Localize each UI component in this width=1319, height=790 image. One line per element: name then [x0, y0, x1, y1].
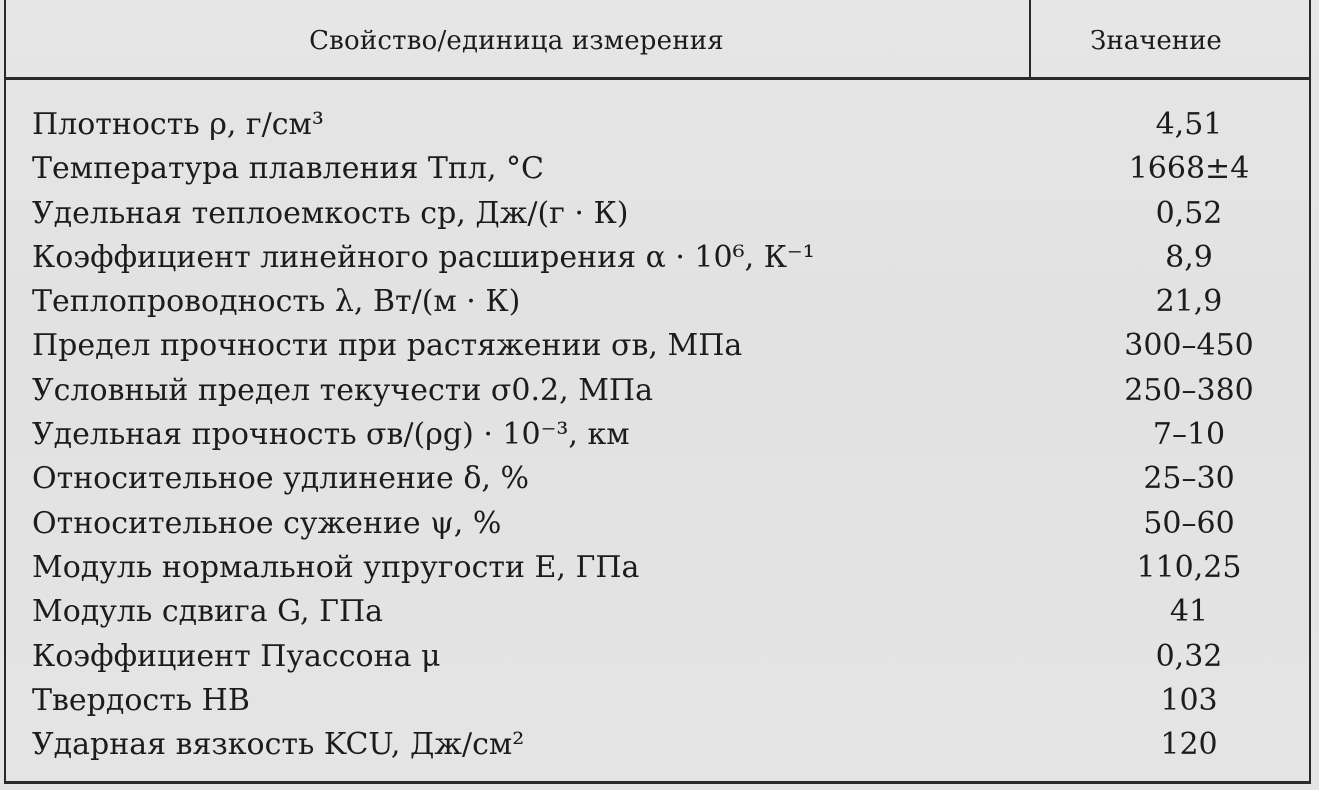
table-row — [4, 457, 1311, 501]
row-property: Удельная теплоемкость cp, Дж/(г · К) — [32, 195, 629, 231]
header-property: Свойство/единица измерения — [309, 26, 724, 56]
row-value: 250–380 — [1124, 372, 1254, 408]
table-row — [4, 236, 1311, 280]
row-property: Удельная прочность σв/(ρg) · 10⁻³, км — [32, 417, 630, 453]
table-row — [4, 723, 1311, 767]
table-row — [4, 103, 1311, 147]
table-row — [4, 679, 1311, 723]
row-value: 7–10 — [1152, 417, 1226, 453]
table-row — [4, 413, 1311, 457]
row-value: 0,52 — [1155, 195, 1223, 231]
row-property: Температура плавления Tпл, °С — [32, 151, 544, 187]
row-property: Ударная вязкость KCU, Дж/см² — [32, 727, 525, 763]
row-value: 120 — [1160, 727, 1218, 763]
table-row — [4, 502, 1311, 546]
row-value: 110,25 — [1136, 549, 1242, 585]
table-row — [4, 369, 1311, 413]
row-property: Плотность ρ, г/см³ — [32, 107, 324, 142]
row-value: 0,32 — [1155, 638, 1223, 674]
row-property: Относительное сужение ψ, % — [32, 505, 502, 541]
table-row — [4, 590, 1311, 634]
row-value: 21,9 — [1155, 284, 1223, 320]
row-property: Теплопроводность λ, Вт/(м · К) — [32, 284, 521, 320]
row-property: Модуль сдвига G, ГПа — [32, 594, 384, 630]
table-row — [4, 147, 1311, 191]
row-value: 4,51 — [1155, 107, 1223, 142]
row-value: 300–450 — [1124, 328, 1254, 364]
row-value: 8,9 — [1165, 239, 1213, 275]
row-value: 1668±4 — [1128, 151, 1250, 187]
row-value: 103 — [1160, 682, 1218, 718]
table-row — [4, 192, 1311, 236]
row-property: Коэффициент линейного расширения α · 10⁶, К⁻¹ — [32, 239, 815, 275]
row-property: Относительное удлинение δ, % — [32, 461, 529, 497]
table-row — [4, 280, 1311, 324]
row-value: 25–30 — [1143, 461, 1235, 497]
row-value: 41 — [1169, 594, 1209, 630]
row-property: Коэффициент Пуассона μ — [32, 638, 441, 674]
header-value: Значение — [1090, 26, 1222, 56]
table-body — [4, 103, 1311, 767]
row-value: 50–60 — [1143, 505, 1235, 541]
table-row — [4, 324, 1311, 368]
row-property: Модуль нормальной упругости E, ГПа — [32, 549, 640, 585]
row-property: Условный предел текучести σ0.2, МПа — [32, 372, 653, 408]
row-property: Твердость HB — [32, 682, 250, 718]
table-row — [4, 635, 1311, 679]
table-row — [4, 546, 1311, 590]
row-property: Предел прочности при растяжении σв, МПа — [32, 328, 743, 364]
table-header — [4, 0, 1311, 80]
